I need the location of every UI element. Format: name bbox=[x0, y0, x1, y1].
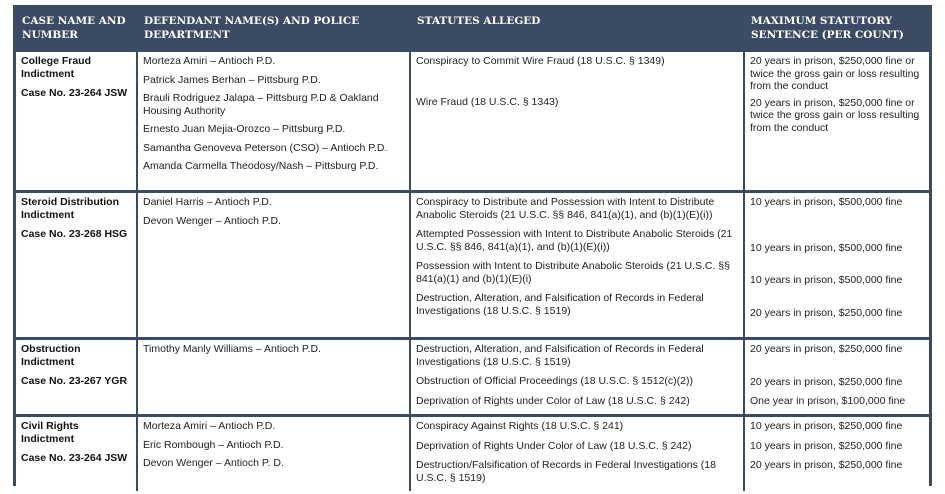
header-case: CASE NAME AND NUMBER bbox=[16, 8, 138, 52]
case-number: Case No. 23-264 JSW bbox=[21, 452, 128, 464]
sentence: 10 years in prison, $500,000 fine bbox=[750, 274, 903, 286]
sentence-cell bbox=[745, 340, 929, 417]
header-statutes: STATUTES ALLEGED bbox=[411, 8, 745, 52]
sentence-cell bbox=[745, 193, 929, 340]
statutes-cell bbox=[411, 417, 745, 491]
table-row bbox=[16, 193, 929, 340]
defendants-cell bbox=[138, 193, 411, 340]
sentence: 20 years in prison, $250,000 fine bbox=[750, 375, 903, 388]
defendant: Eric Rombough – Antioch P.D. bbox=[143, 438, 284, 451]
indictments-table-frame bbox=[13, 5, 932, 486]
case-cell bbox=[16, 417, 138, 491]
statute: Conspiracy to Distribute and Possession with Intent to Distribute Anabolic Steroids (21 U.S.C. §§ 846, 841(a)(1), and (b)(1)(E)(i)) bbox=[416, 196, 715, 221]
table-row bbox=[16, 52, 929, 193]
sentence: 10 years in prison, $250,000 fine bbox=[750, 420, 903, 432]
sentence: 20 years in prison, $250,000 fine bbox=[750, 459, 903, 471]
defendants-cell bbox=[138, 340, 411, 417]
sentence: 20 years in prison, $250,000 fine or twice the gross gain or loss resulting from the conduct bbox=[750, 55, 920, 92]
table-row bbox=[16, 340, 929, 417]
case-cell bbox=[16, 193, 138, 340]
defendants-cell bbox=[138, 52, 411, 193]
case-name: College Fraud Indictment bbox=[21, 55, 92, 80]
statute: Deprivation of Rights under Color of Law (18 U.S.C. § 242) bbox=[416, 394, 690, 407]
sentence: One year in prison, $100,000 fine bbox=[750, 395, 906, 407]
statute: Possession with Intent to Distribute Anabolic Steroids (21 U.S.C. §§ 841(a)(1) and (b)(1)(E)(i) bbox=[416, 260, 730, 285]
case-name: Civil Rights Indictment bbox=[21, 420, 79, 445]
case-cell bbox=[16, 52, 138, 193]
header-sentence: MAXIMUM STATUTORY SENTENCE (PER COUNT) bbox=[745, 8, 929, 52]
defendant: Daniel Harris – Antioch P.D. bbox=[143, 196, 272, 208]
table-row bbox=[16, 417, 929, 491]
sentence: 20 years in prison, $250,000 fine or twice the gross gain or loss resulting from the conduct bbox=[750, 96, 920, 134]
defendant: Devon Wenger – Antioch P. D. bbox=[143, 457, 284, 469]
sentence-cell bbox=[745, 52, 929, 193]
defendant: Brauli Rodriguez Jalapa – Pittsburg P.D & Oakland Housing Authority bbox=[143, 92, 379, 117]
header-defendants: DEFENDANT NAME(S) AND POLICE DEPARTMENT bbox=[138, 8, 411, 52]
defendant: Ernesto Juan Mejia-Orozco – Pittsburg P.D. bbox=[143, 123, 346, 135]
sentence: 20 years in prison, $250,000 fine bbox=[750, 306, 903, 319]
defendant: Morteza Amiri – Antioch P.D. bbox=[143, 420, 276, 432]
statute: Wire Fraud (18 U.S.C. § 1343) bbox=[416, 95, 559, 108]
statute: Conspiracy to Commit Wire Fraud (18 U.S.C. § 1349) bbox=[416, 55, 665, 67]
sentence: 10 years in prison, $500,000 fine bbox=[750, 196, 903, 208]
statute: Destruction, Alteration, and Falsification of Records in Federal Investigations (18 U.S.C. § 1519) bbox=[416, 292, 704, 317]
statute: Conspiracy Against Rights (18 U.S.C. § 241) bbox=[416, 420, 624, 432]
case-number: Case No. 23-267 YGR bbox=[21, 375, 128, 387]
case-number: Case No. 23-264 JSW bbox=[21, 87, 128, 99]
defendant: Timothy Manly Williams – Antioch P.D. bbox=[143, 343, 321, 355]
defendant: Morteza Amiri – Antioch P.D. bbox=[143, 55, 276, 67]
statute: Destruction/Falsification of Records in Federal Investigations (18 U.S.C. § 1519) bbox=[416, 459, 716, 484]
statute: Deprivation of Rights Under Color of Law (18 U.S.C. § 242) bbox=[416, 439, 692, 452]
statutes-cell bbox=[411, 52, 745, 193]
defendants-cell bbox=[138, 417, 411, 491]
indictments-table bbox=[16, 8, 929, 491]
statutes-cell bbox=[411, 340, 745, 417]
sentence: 20 years in prison, $250,000 fine bbox=[750, 343, 903, 355]
sentence-cell bbox=[745, 417, 929, 491]
statute: Destruction, Alteration, and Falsification of Records in Federal Investigations (18 U.S.C. § 1519) bbox=[416, 343, 704, 368]
statute: Attempted Possession with Intent to Distribute Anabolic Steroids (21 U.S.C. §§ 846, 841(a)(1), and (b)(1)(E)(i)) bbox=[416, 228, 733, 253]
header-row bbox=[16, 8, 929, 52]
defendant: Patrick James Berhan – Pittsburg P.D. bbox=[143, 73, 321, 86]
sentence: 10 years in prison, $250,000 fine bbox=[750, 439, 903, 452]
case-name: Steroid Distribution Indictment bbox=[21, 196, 119, 221]
defendant: Samantha Genoveva Peterson (CSO) – Antioch P.D. bbox=[143, 141, 388, 154]
sentence: 10 years in prison, $500,000 fine bbox=[750, 241, 903, 254]
case-number: Case No. 23-268 HSG bbox=[21, 228, 128, 240]
statute: Obstruction of Official Proceedings (18 U.S.C. § 1512(c)(2)) bbox=[416, 375, 694, 387]
statutes-cell bbox=[411, 193, 745, 340]
defendant: Amanda Carmella Theodosy/Nash – Pittsburg P.D. bbox=[143, 160, 379, 172]
case-name: Obstruction Indictment bbox=[21, 343, 81, 368]
defendant: Devon Wenger – Antioch P.D. bbox=[143, 214, 281, 227]
case-cell bbox=[16, 340, 138, 417]
